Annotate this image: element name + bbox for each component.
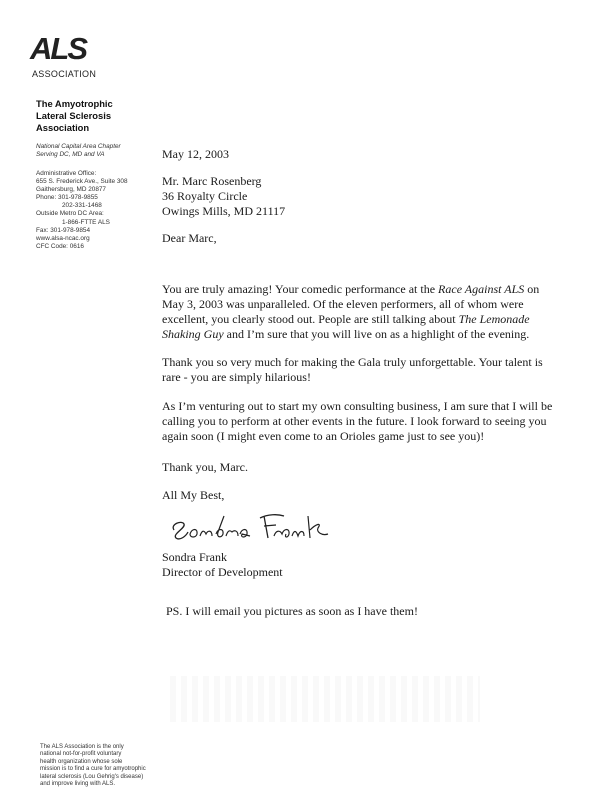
recipient-city: Owings Mills, MD 21117 — [162, 204, 286, 218]
signer-block — [162, 550, 562, 580]
footer-line: health organization whose sole — [40, 758, 123, 765]
contact-line: 1-866-FTTE ALS — [62, 218, 110, 226]
footer-line: national not-for-profit voluntary — [40, 751, 122, 758]
contact-line: Phone: 301-978-9855 — [36, 194, 98, 202]
p1-text: and I’m sure that you will live on as a highlight of the evening. — [223, 327, 530, 341]
event-name: Race Against ALS — [438, 282, 525, 296]
contact-line: 202-331-1468 — [62, 202, 102, 210]
org-name-line: The Amyotrophic — [36, 98, 113, 109]
contact-line: Gaithersburg, MD 20877 — [36, 186, 106, 194]
contact-line: www.alsa-ncac.org — [36, 234, 90, 242]
sign-off: All My Best, — [162, 488, 225, 502]
organization-name — [36, 98, 146, 134]
logo-text: ALS — [30, 31, 86, 66]
closing-line: Thank you, Marc. — [162, 460, 248, 474]
footer-line: and improve living with ALS. — [40, 781, 116, 788]
chapter-name — [36, 143, 146, 159]
contact-info — [36, 170, 148, 251]
contact-line: CFC Code: 0616 — [36, 242, 84, 250]
recipient-name: Mr. Marc Rosenberg — [162, 174, 262, 188]
chapter-line: Serving DC, MD and VA — [36, 151, 105, 158]
footer-line: The ALS Association is the only — [40, 744, 124, 750]
signer-name: Sondra Frank — [162, 550, 227, 564]
footer-line: mission is to find a cure for amyotrophic — [40, 766, 146, 773]
letter-date: May 12, 2003 — [162, 147, 229, 161]
p1-text: You are truly amazing! Your comedic performance at the — [162, 282, 439, 296]
paragraph-1 — [162, 282, 562, 342]
logo-subtitle: ASSOCIATION — [32, 69, 97, 79]
postscript: PS. I will email you pictures as soon as I have them! — [166, 604, 418, 618]
contact-line: Administrative Office: — [36, 170, 97, 177]
contact-line: 655 S. Frederick Ave., Suite 308 — [36, 178, 128, 186]
paragraph-2: Thank you so very much for making the Gala truly unforgettable. Your talent is rare - you are simply hilarious! — [162, 355, 543, 384]
recipient-street: 36 Royalty Circle — [162, 189, 248, 203]
org-name-line: Lateral Sclerosis — [36, 110, 112, 121]
contact-line: Fax: 301-978-9854 — [36, 226, 91, 234]
footer-line: lateral sclerosis (Lou Gehrig's disease) — [40, 773, 144, 780]
handwritten-signature — [168, 508, 338, 546]
recipient-address — [162, 174, 562, 219]
faint-bleed-through — [170, 676, 480, 722]
paragraph-3: As I’m venturing out to start my own consulting business, I am sure that I will be calling you to perform at other events in the future. I look forward to seeing you again soon (I might even come to an Orioles game just to see you)! — [162, 399, 553, 443]
footer-mission-statement — [40, 744, 152, 788]
als-logo — [30, 32, 100, 82]
contact-line: Outside Metro DC Area: — [36, 210, 104, 218]
chapter-line: National Capital Area Chapter — [36, 143, 121, 150]
act-name: The Lemonade Shaking Guy — [162, 312, 530, 341]
salutation: Dear Marc, — [162, 231, 217, 245]
p1-text: on May 3, 2003 was unparalleled. Of the eleven performers, all of whom were excellent, you clearly stood out. People are still talking about — [162, 282, 540, 326]
org-name-line: Association — [36, 122, 90, 133]
signer-title: Director of Development — [162, 565, 283, 579]
